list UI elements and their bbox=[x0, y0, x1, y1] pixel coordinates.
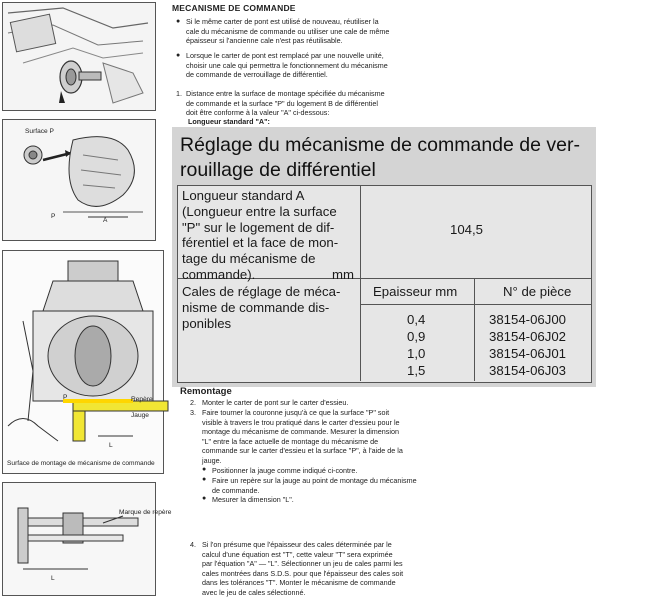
standard-length-value: 104,5 bbox=[450, 222, 484, 237]
step-2-text: Monter le carter de pont sur le carter d'essieu. bbox=[202, 398, 349, 407]
table-title: Réglage du mécanisme de commande de ver- rouillage de différentiel bbox=[180, 134, 580, 181]
intro-bullet-1: Si le même carter de pont est utilisé de nouveau, réutiliser la cale du mécanisme de commande ou utiliser une cale de même épaisseur si l'ancienne cale n'est pas réutilisable. bbox=[186, 17, 390, 46]
bullet-marker: ● bbox=[202, 495, 207, 502]
step-4-number: 4. bbox=[190, 540, 196, 549]
adjustment-table-panel bbox=[172, 127, 596, 387]
step-1-number: 1. bbox=[176, 89, 182, 98]
figure-actuator-removal bbox=[2, 2, 156, 111]
caption-mounting-surface: Surface de montage de mécanisme de commande bbox=[7, 460, 155, 467]
step-4-text: Si l'on présume que l'épaisseur des cales déterminée par le calcul d'une équation est "T", cette valeur "T" sera exprimée par l'équation "A" — "L". Sélectionner un jeu de cales parmi les cales montrées dans S.D.S. pour que l'épaisseur des cales soit dans les tolérances "T". Monter le mécanisme de commande avec le jeu de cales sélectionné. bbox=[202, 540, 404, 597]
adjustment-table bbox=[177, 185, 592, 383]
bullet-marker: ● bbox=[202, 476, 207, 483]
standard-length-description: Longueur standard A (Longueur entre la surface "P" sur le logement de dif- férentiel et la face de mon- tage du mécanisme de commande). bbox=[182, 188, 339, 282]
step-3-text: Faire tourner la couronne jusqu'à ce que la surface "P" soit visible à travers le trou pratiqué dans le carter d'essieu pour le montage du mécanisme de commande. Mesurer la dimension "L" entre la face actuelle de montage du mécanisme de commande sur le carter d'essieu et la surface "P", à l'aide de la jauge. bbox=[202, 408, 403, 465]
shim-part-number: 38154-06J02 bbox=[489, 329, 566, 344]
label-jauge: Jauge bbox=[131, 412, 149, 419]
shim-thickness: 0,9 bbox=[407, 329, 426, 344]
col-part-header: N° de pièce bbox=[503, 284, 572, 299]
step-3-number: 3. bbox=[190, 408, 196, 417]
shim-part-number: 38154-06J00 bbox=[489, 312, 566, 327]
step-2-number: 2. bbox=[190, 398, 196, 407]
remontage-heading: Remontage bbox=[180, 386, 232, 397]
label-p-gauge: P bbox=[63, 394, 68, 401]
step-3-bullet-3: Mesurer la dimension "L". bbox=[212, 495, 294, 504]
bullet-marker: ● bbox=[176, 52, 181, 59]
shim-thickness: 1,5 bbox=[407, 363, 426, 378]
label-a: A bbox=[103, 217, 108, 224]
figure-caliper-measurement bbox=[2, 482, 172, 596]
label-repere: Repère bbox=[131, 396, 153, 403]
figure-gauge-positioning bbox=[2, 250, 164, 474]
label-l: L bbox=[109, 442, 113, 449]
standard-length-label: Longueur standard "A": bbox=[188, 117, 270, 126]
label-surface-p: Surface P bbox=[25, 128, 54, 135]
shims-description: Cales de réglage de méca- nisme de commande dis- ponibles bbox=[182, 284, 341, 331]
label-p: P bbox=[51, 213, 56, 220]
label-marque-repere: Marque de repère bbox=[119, 509, 172, 516]
bullet-marker: ● bbox=[176, 18, 181, 25]
figure-surface-p-measurement bbox=[2, 119, 156, 241]
label-l-caliper: L bbox=[51, 575, 55, 582]
shim-thickness: 0,4 bbox=[407, 312, 426, 327]
step-1-text: Distance entre la surface de montage spécifiée du mécanisme de commande et la surface "P" du logement B de différentiel doit être conforme à la valeur "A" ci-dessous: bbox=[186, 89, 385, 118]
section-title: MECANISME DE COMMANDE bbox=[172, 3, 296, 13]
bullet-marker: ● bbox=[202, 466, 207, 473]
step-3-bullet-1: Positionner la jauge comme indiqué ci-contre. bbox=[212, 466, 358, 475]
intro-bullet-2: Lorsque le carter de pont est remplacé par une nouvelle unité, choisir une cale qui permettra le fonctionnement du mécanisme de commande de verrouillage de différentiel. bbox=[186, 51, 388, 80]
standard-length-unit: mm bbox=[332, 267, 354, 282]
col-thickness-header: Epaisseur mm bbox=[373, 284, 458, 299]
step-3-bullet-2: Faire un repère sur la jauge au point de montage du mécanisme de commande. bbox=[212, 476, 417, 495]
shim-part-number: 38154-06J01 bbox=[489, 346, 566, 361]
shim-part-number: 38154-06J03 bbox=[489, 363, 566, 378]
shim-thickness: 1,0 bbox=[407, 346, 426, 361]
